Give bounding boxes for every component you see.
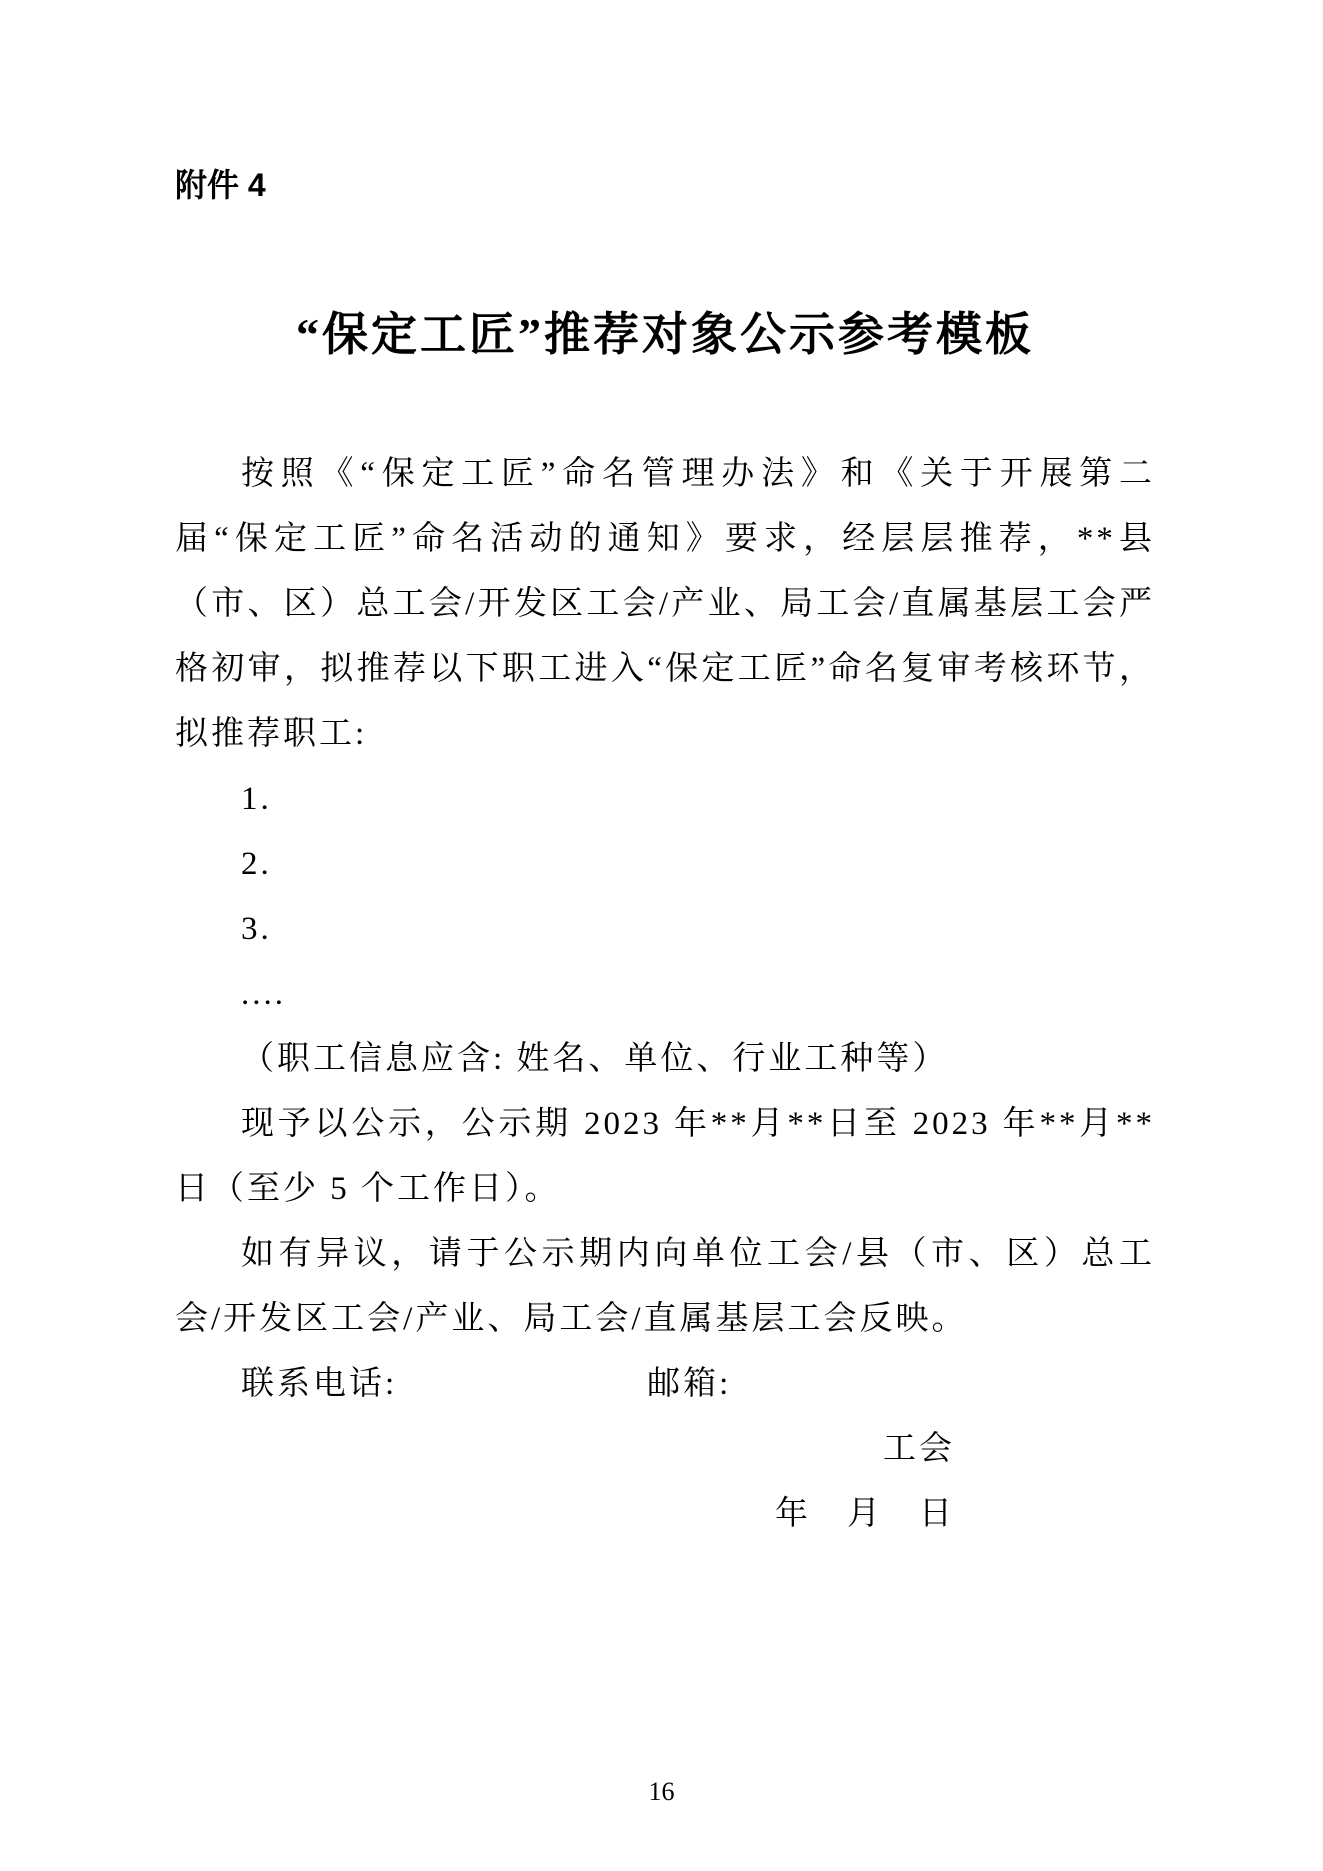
signature-date: 年 月 日 — [775, 1496, 955, 1532]
document-body — [175, 442, 1155, 1547]
email-label: 邮箱: — [647, 1366, 732, 1402]
list-item-1: 1. — [241, 781, 272, 817]
contact-line — [175, 1352, 1155, 1417]
list-item-3: 3. — [241, 911, 272, 947]
attachment-label: 附件 4 — [175, 167, 266, 203]
page-number: 16 — [648, 1777, 675, 1806]
worker-info-note: （职工信息应含: 姓名、单位、行业工种等） — [241, 1041, 949, 1077]
contact-phone-label: 联系电话: — [241, 1366, 398, 1402]
intro-paragraph: 按照《“保定工匠”命名管理办法》和《关于开展第二届“保定工匠”命名活动的通知》要求，经层层推荐，**县（市、区）总工会/开发区工会/产业、局工会/直属基层工会严格初审，拟推荐以下职工进入“保定工匠”命名复审考核环节，拟推荐职工: — [175, 456, 1155, 752]
signature-org: 工会 — [883, 1431, 955, 1467]
publicity-period-paragraph: 现予以公示，公示期 2023 年**月**日至 2023 年**月**日（至少 5 个工作日）。 — [175, 1106, 1156, 1207]
signature-block — [175, 1417, 1155, 1547]
page-title: “保定工匠”推荐对象公示参考模板 — [296, 309, 1034, 360]
objection-paragraph: 如有异议，请于公示期内向单位工会/县（市、区）总工会/开发区工会/产业、局工会/直属基层工会反映。 — [175, 1236, 1155, 1337]
list-item-2: 2. — [241, 846, 272, 882]
list-item-ellipsis: .... — [241, 976, 286, 1012]
